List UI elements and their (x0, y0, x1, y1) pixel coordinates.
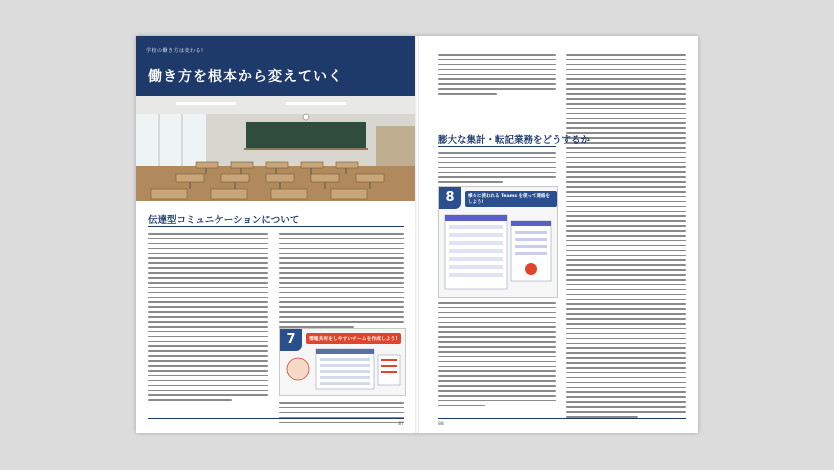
figure-8-box (438, 186, 558, 298)
footer-rule-right (438, 418, 686, 419)
section-heading-aggregation: 膨大な集計・転記業務をどうするか (438, 135, 591, 146)
footer-rule (148, 418, 404, 419)
chapter-header-band (136, 36, 416, 96)
section-rule (148, 226, 404, 227)
page-number-right: 88 (438, 422, 444, 427)
body-text-column-1 (148, 233, 268, 404)
figure-number-badge-8: 8 (439, 187, 461, 209)
figure-number-badge: 7 (280, 329, 302, 351)
page-number-left: 87 (398, 422, 404, 427)
right-page (418, 36, 698, 433)
figure-title-8: 様々に使われる Teams を使って連絡をしよう! (465, 191, 557, 207)
body-text-column-2-top (279, 233, 404, 331)
left-page (136, 36, 416, 433)
section-rule-right (438, 146, 556, 147)
section-heading-communication: 伝達型コミュニケーションについて (148, 215, 300, 226)
body-text-column-1-mid (438, 152, 556, 186)
body-text-column-2 (566, 54, 686, 421)
classroom-photo (136, 96, 416, 201)
book-spread (136, 36, 698, 433)
figure-7-screenshots (280, 329, 405, 395)
body-text-column-1-bottom (438, 302, 556, 410)
figure-7-box (279, 328, 406, 396)
figure-8-screenshots (439, 187, 557, 297)
figure-title: 情報共有をしやすいチームを作成しよう! (306, 333, 401, 344)
page-title: 働き方を根本から変えていく (148, 69, 343, 85)
body-text-column-2-bottom (279, 402, 404, 426)
body-text-column-1-top (438, 54, 556, 98)
series-label: 学校の働き方は変わる! (146, 48, 204, 54)
